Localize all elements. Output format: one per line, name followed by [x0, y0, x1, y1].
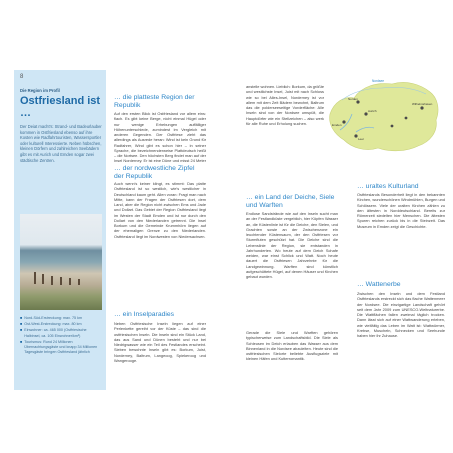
fact-item: ■ Ost-West-Erstreckung: max. 80 km	[20, 322, 82, 327]
region-map	[322, 74, 444, 156]
section-heading-northwest: … der nordwestliche Zipfel der Republik	[114, 165, 195, 180]
bullet-icon: ■	[20, 316, 23, 320]
section-text-flat: Auf den ersten Blick ist Ostfriesland vor allem eins: flach. Es gibt keine Berge, nicht einmal Hügel oder nur wenige Erhebungen auffälliger Höhenunterschiede, zumindest im Vergleich mit anderen Gegenden. Der Ostfriese zieht das allerdings als Ausrede heran: Wind ist kein Grund für Radfahrer, Wind gibt es schon hier – in seiner Sprache, die bezeichnenderweise Plattdeutsch heißt – die Nortsee. Den höchsten Berg findet man auf der Insel Norderney. Er ist eine Düne und misst 24 Meter	[114, 111, 206, 163]
beach-post	[51, 276, 53, 285]
section-text-culture: Ostfrieslands Besonderheit liegt in den bekannten Kirchen, wunderschönen Windmühlen, Burgen und Schlössern. Viele der uralten Kirchen zählen zu den ältesten in Norddeutschland. Bereits zur Römerzeit siedelten hier Menschen. Die ältesten Spuren reichen zurück bis in die Steinzeit. Das Museum in Emden zeigt die Geschichte.	[357, 192, 445, 229]
map-label-emden: Emden	[332, 123, 342, 127]
map-label-wilhelmshaven: Wilhelmshaven	[412, 102, 433, 106]
section-text-islands-cont: anstelle wohnen. Lieblich: Borkum, da größte und westlichste Insel, Juist mit nach Schloss wie so bei Alles-Insel, Norderney ist vor allem mit dem Zeit Bädern bewohnt, Baltrum das die polderseeseitige Vorderfläche: Alle Inseln sind von der Nordsee umspült, die Hauptdörfer wie ein Stellzeichen – also werk für alle Ruhe und Erholung suchen.	[246, 84, 324, 126]
section-heading-culture: … uraltes Kulturland	[357, 183, 419, 190]
fact-item: ■ Nord-Süd-Erstreckung: max. 75 km	[20, 316, 83, 320]
section-text-islands: Neben Ostfriesische Inseln liegen auf einer Perlenkette gereiht vor der Küste – das sind die ostfriesischen Inseln. Die Inseln sind ein Stück Land, das aus Sand und Dünen besteht und nur bei Niedrigwasser wie ein Teil des Festlandes erscheint. Sieben bewohnte Inseln gibt es: Borkum, Juist, Norderney, Baltrum, Langeoog, Spiekeroog und Wangerooge.	[114, 321, 206, 363]
sidebar-kicker: Die Region im Profil	[20, 88, 60, 93]
beach-post	[69, 278, 71, 285]
sidebar-title: Ostfriesland ist …	[20, 95, 101, 119]
map-label-nordsee: Nordsee	[372, 79, 385, 83]
section-text-dikes: Endlose Sandstrände wie auf den Inseln sucht man an der Festlandküste vergeblich, hier Köpfen Wasser an, die Küstenlinie ist für die Deiche, den Sielen, und Grachten sowie an der Zwischenzone ein leuchtender Küstensaum, der den Ostfriesen vor Sturmfluten geschützt hat. Die Deiche sind die Lebenslinie der Region, sie entstanden in Jahrhunderten. Wo heute auf dem Deich Schafe weiden, war einst Schlick und Watt. Noch heute dauert die Ostfriesen Jahrzehnte für die Landgewinnung. Warften sind künstlich aufgeschüttete Hügel, auf denen Häuser und Kirchen gebaut wurden.	[246, 211, 338, 279]
map-city-marker	[405, 117, 408, 120]
map-label-leer: Leer	[358, 137, 365, 141]
bullet-icon: ■	[20, 328, 23, 333]
section-heading-islands: … ein Inselparadies	[114, 311, 175, 318]
beach-post	[60, 277, 62, 285]
sidebar-intro: Der Deiat macht's: Strand- und Badeurlauber kommen in Ostfriesland ebenso auf ihre Kosten wie Radfahrtouristen, Wassersportler oder kulturell Interessierte. Neben hübschen, kleinen Dörfern und zahlreichen Seebädern gibt es mit Aurich und Emden sogar zwei städtische Zentren.	[20, 124, 102, 163]
map-label-norden: Norden	[348, 97, 358, 101]
section-heading-dikes: … ein Land der Deiche, Siele und Warften	[246, 194, 335, 209]
map-label-aurich: Aurich	[368, 109, 377, 113]
section-heading-flat: … die platteste Region der Republik	[114, 94, 195, 109]
fact-list	[20, 316, 102, 356]
section-text-siele: Gerade die Siele und Warften gehören typischerweise zum Landschaftsbild. Die Siele als Schleusen im Deich erlauben das Wasser aus dem Binnenland in die Nordsee abzuleiten. Heute sind die ostfriesischen Sielorte beliebte Ausflugsziele mit kleinen Häfen und Kutterromantik.	[246, 330, 338, 362]
section-heading-watt: … Wattenerbe	[357, 281, 401, 288]
beach-photo	[20, 214, 102, 310]
bullet-icon: ■	[20, 322, 23, 327]
map-land	[330, 82, 438, 150]
page-number: 8	[20, 74, 24, 80]
beach-post	[42, 274, 44, 284]
section-text-watt: Zwischen den Inseln und dem Festland Ostfrieslands erstreckt sich das flache Wattenmeer der Nordsee. Die einzigartige Landschaft gehört seit dem Jahr 2009 zum UNESCO-Weltnaturerbe. Die Wattflächen fallen zweimal täglich trocken. Dann lässt sich auf einer Wattwanderung erleben, wie vielfältig das Leben im Watt ist: Wattwürmer, Krebse, Muscheln, Schnecken und Seehunde haben hier ihr Zuhause.	[357, 291, 445, 338]
beach-post	[78, 279, 80, 285]
section-text-northwest: Auch wenn's keiner klingt, es stimmt: Das platte Ostfriesland ist so westlich, wie's westlicher in Deutschland kaum geht. Allen voran: Fragt man nach Mitte, kann der Fragen der Ostfriesen dort, dem Land, aber die Region nicht zwischen Ems und Jade und Dollart. Das Gebiet der Region Ostfriesland liegt im Westen der Stadt Emden und ist nur durch den Dollart von den Niederlanden getrennt. Die Insel Borkum und die Gemeinde Krummhörn liegen auf der ehemaligen Grenze zu den Niederlanden. Ostfriesland liegt im Nordwesten von Niedersachsen.	[114, 181, 206, 239]
bullet-icon: ■	[20, 339, 23, 344]
beach-post	[34, 272, 36, 284]
map-city-marker	[342, 120, 345, 123]
fact-item: ■ Tourismus: Rund 24 Millionen Übernachtungsgäste und knapp 34 Millionen Tagesgäste bringen Ostfriesland jährlich	[20, 339, 98, 355]
fact-item: ■ Einwohner: ca. 465 000 (Ostfriesische Halbinsel, ca. 105 Einwohner/km²)	[20, 328, 87, 338]
map-city-marker	[391, 125, 394, 128]
map-city-marker	[420, 106, 423, 109]
